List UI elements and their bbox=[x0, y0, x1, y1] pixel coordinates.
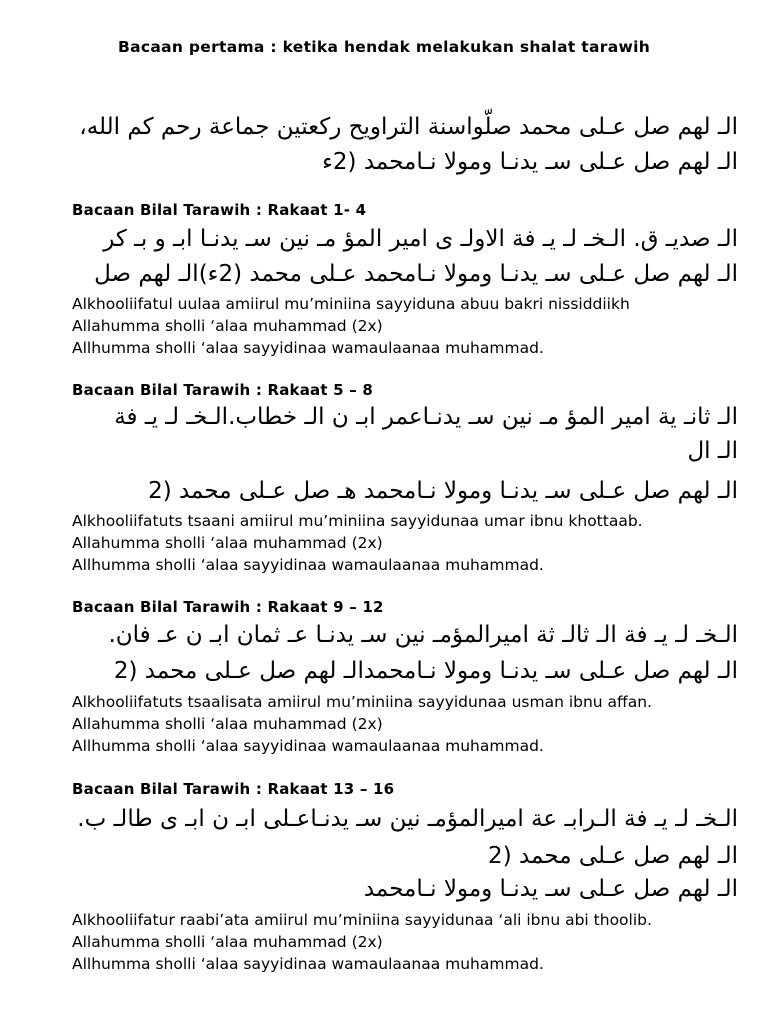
intro-arabic-line: الـ لهم صل عـلى محمد صلّواسنة التراويح ركعتين جماعة رحم كم الله، bbox=[79, 114, 738, 140]
section-latin-line: Allahumma sholli ‘alaa muhammad (2x) bbox=[72, 534, 383, 552]
section-arabic-line: الـخـ لـ يـ فة الـ ثالـ ثة اميرالمؤمـ نين سـ يدنـا عـ ثمان ابـ ن عـ فان. bbox=[108, 622, 738, 648]
section-arabic-line: الـ صديـ ق. الـخـ لـ يـ فة الاولـ ى امير المؤ مـ نين سـ يدنـا ابـ و بـ كر bbox=[103, 226, 738, 252]
section-latin-line: Allhumma sholli ‘alaa sayyidinaa wamaulaanaa muhammad. bbox=[72, 737, 544, 755]
section-latin-line: Alkhooliifatuts tsaani amiirul mu’miniina sayyidunaa umar ibnu khottaab. bbox=[72, 512, 643, 530]
section-heading: Bacaan Bilal Tarawih : Rakaat 13 – 16 bbox=[72, 780, 395, 798]
section-arabic-line: الـ ثانـ ية امير المؤ مـ نين سـ يدنـاعمر ابـ ن الـ خطاب.الـخـ لـ يـ فة الـ ال bbox=[114, 404, 738, 464]
section-heading: Bacaan Bilal Tarawih : Rakaat 1- 4 bbox=[72, 201, 367, 219]
section-arabic-line: الـ لهم صل عـلى سـ يدنـا ومولا نـامحمدالـ لهم صل عـلى محمد (2 bbox=[113, 658, 738, 684]
section-latin-line: Allahumma sholli ‘alaa muhammad (2x) bbox=[72, 317, 383, 335]
section-latin-line: Allhumma sholli ‘alaa sayyidinaa wamaulaanaa muhammad. bbox=[72, 955, 544, 973]
section-arabic-line: الـ لهم صل عـلى سـ يدنـا ومولا نـامحمد هـ صل عـلى محمد (2 bbox=[148, 478, 738, 504]
section-latin-line: Allhumma sholli ‘alaa sayyidinaa wamaulaanaa muhammad. bbox=[72, 556, 544, 574]
page-title: Bacaan pertama : ketika hendak melakukan shalat tarawih bbox=[117, 38, 651, 56]
section-heading: Bacaan Bilal Tarawih : Rakaat 5 – 8 bbox=[72, 381, 373, 399]
section-arabic-line: الـ لهم صل عـلى سـ يدنـا ومولا نـامحمد bbox=[363, 876, 738, 902]
section-latin-line: Allhumma sholli ‘alaa sayyidinaa wamaulaanaa muhammad. bbox=[72, 339, 544, 357]
section-latin-line: Allahumma sholli ‘alaa muhammad (2x) bbox=[72, 715, 383, 733]
section-latin-line: Allahumma sholli ‘alaa muhammad (2x) bbox=[72, 933, 383, 951]
section-latin-line: Alkhooliifatur raabi’ata amiirul mu’miniina sayyidunaa ‘ali ibnu abi thoolib. bbox=[72, 911, 652, 929]
section-latin-line: Alkhooliifatul uulaa amiirul mu’miniina sayyiduna abuu bakri nissiddiikh bbox=[72, 295, 630, 313]
section-latin-line: Alkhooliifatuts tsaalisata amiirul mu’miniina sayyidunaa usman ibnu affan. bbox=[72, 693, 652, 711]
intro-arabic-line: الـ لهم صل عـلى سـ يدنـا ومولا نـامحمد (2ء bbox=[322, 149, 738, 175]
section-heading: Bacaan Bilal Tarawih : Rakaat 9 – 12 bbox=[72, 598, 384, 616]
section-arabic-line: الـخـ لـ يـ فة الـرابـ عة اميرالمؤمـ نين سـ يدنـاعـلى ابـ ن ابـ ى طالـ ب. bbox=[77, 806, 738, 832]
section-arabic-line: الـ لهم صل عـلى محمد (2 bbox=[488, 843, 738, 869]
section-arabic-line: الـ لهم صل عـلى سـ يدنـا ومولا نـامحمد عـلى محمد (2ء)الـ لهم صل bbox=[94, 261, 738, 287]
